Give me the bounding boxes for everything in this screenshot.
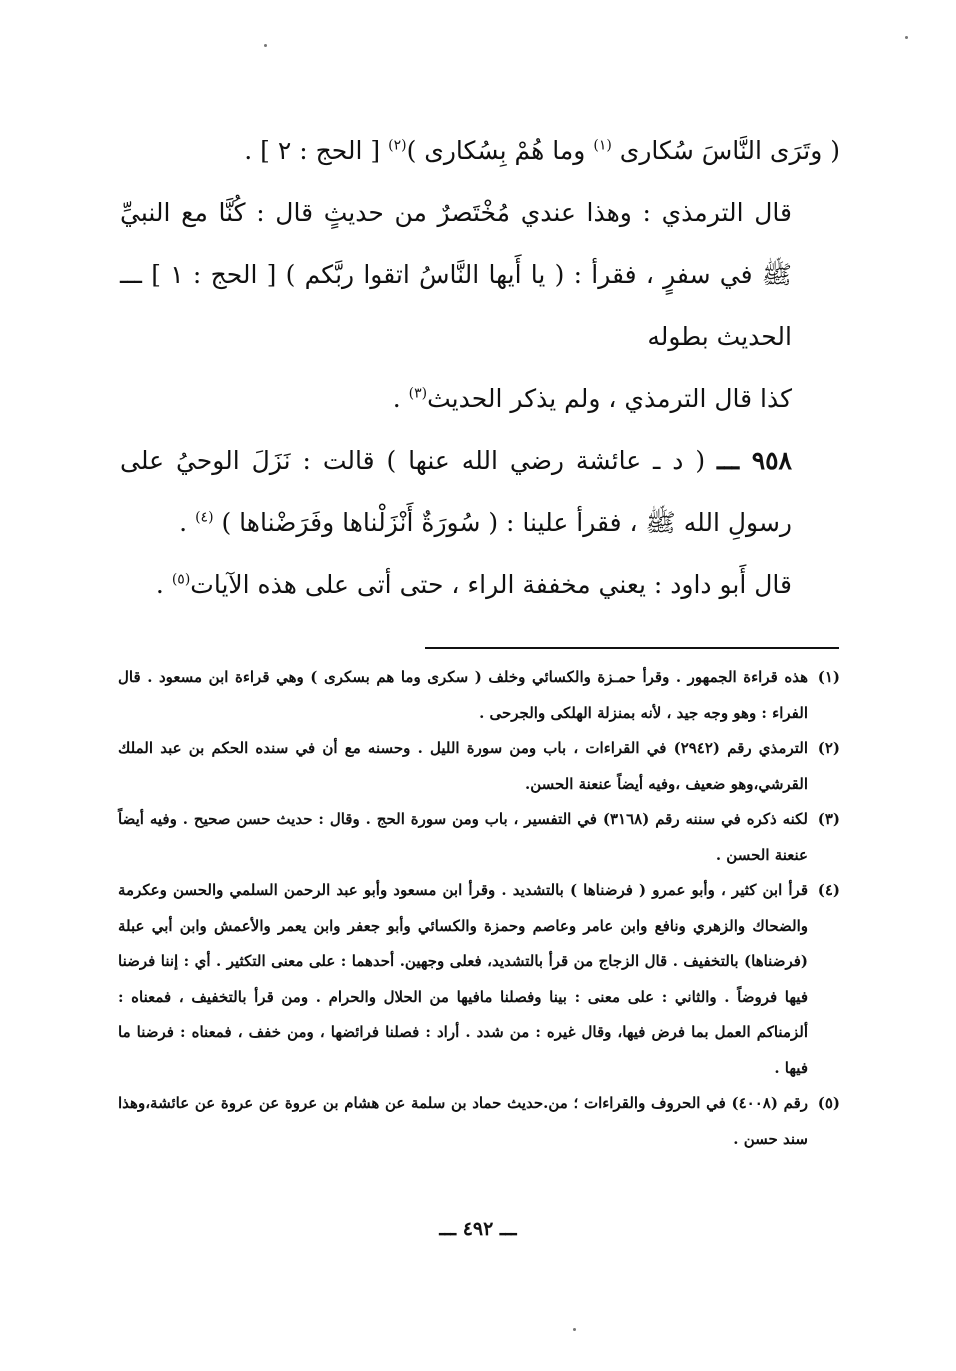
scan-speck bbox=[573, 1328, 576, 1331]
tirmidhi-paragraph bbox=[120, 182, 840, 368]
footnote-text: رقم (٤٠٠٨) في الحروف والقراءات ؛ من.حديث حماد بن سلمة عن هشام بن عروة عن عروة عن عائشة،وهذا سند حسن . bbox=[118, 1094, 809, 1148]
footnote-number: (٥) bbox=[817, 1094, 840, 1112]
footnote-item bbox=[118, 1086, 840, 1157]
hadith-paragraph bbox=[120, 430, 840, 554]
footnotes bbox=[118, 660, 840, 1157]
period: . bbox=[155, 570, 172, 599]
footnote-number: (٤) bbox=[817, 881, 840, 899]
scan-speck bbox=[264, 44, 267, 47]
page-number: ـــ ٤٩٢ ـــ bbox=[439, 1218, 517, 1240]
verse-part-2: وما هُمْ بِسُكارى ) bbox=[406, 136, 586, 165]
tirmidhi-note-text: كذا قال الترمذي ، ولم يذكر الحديث bbox=[427, 384, 792, 413]
verse-part-1: ( وتَرَى النَّاسَ سُكارى bbox=[611, 136, 840, 165]
footnote-item bbox=[118, 873, 840, 1086]
footnote-number: (٣) bbox=[817, 810, 840, 828]
hadith-text: قالت : نَزَلَ الوحيُ على رسولِ الله ﷺ ، فقرأ علينا : ( سُورَةٌ أَنْزَلْناها وفَرَضْناها ) bbox=[120, 446, 792, 537]
footnote-ref-2: (٢) bbox=[388, 137, 407, 154]
verse-citation: [ الحج : ٢ ] . bbox=[244, 136, 389, 165]
footnote-ref-4: (٤) bbox=[195, 509, 214, 526]
period: . bbox=[392, 384, 409, 413]
hadith-source: ( د ـ عائشة رضي الله عنها ) bbox=[386, 446, 706, 475]
footnote-item bbox=[118, 802, 840, 873]
footnote-number: (٢) bbox=[817, 739, 840, 757]
hadith-number: ٩٥٨ ـــ bbox=[717, 446, 792, 475]
footnote-text: لكنه ذكره في سننه رقم (٣١٦٨) في التفسير ، باب ومن سورة الحج . وقال : حديث حسن صحيح . وفيه أيضاً عنعنة الحسن . bbox=[118, 810, 808, 864]
tirmidhi-note-paragraph bbox=[120, 368, 840, 430]
footnote-text: هذه قراءة الجمهور . وقرأ حمـزة والكسائي وخلف ( سكرى وما هم بسكرى ) وهي قراءة ابن مسعود . قال الفراء : وهو وجه جيد ، لأنه بمنزلة الهلكى والجرحى . bbox=[118, 668, 808, 722]
footnote-ref-1: (١) bbox=[593, 137, 612, 154]
period: . bbox=[179, 508, 196, 537]
quran-verse-line bbox=[120, 120, 840, 182]
tirmidhi-text: قال الترمذي : وهذا عندي مُخْتَصرٌ من حديثٍ قال : كُنَّا مع النبيِّ ﷺ في سفرٍ ، فقرأ : ( يا أَيها النَّاسُ اتقوا ربَّكم ) [ الحج : ١ ] ـــ الحديث بطوله bbox=[120, 198, 793, 351]
footnote-text: قرأ ابن كثير ، وأبو عمرو ( فرضناها ) بالتشديد . وقرأ ابن مسعود وأبو عبد الرحمن السلمي والحسن وعكرمة والضحاك والزهري ونافع وابن عامر وعاصم وحمزة والكسائي وأبو جعفر وابن يعمر والأعمش وابن أبي عبلة (فرضناها) بالتخفيف . قال الزجاج من قرأ بالتشديد، فعلى وجهين. أحدهما : على معنى التكثير . أي : إننا فرضنا فيها فروضاً . والثاني : على معنى : بينا وفصلنا مافيها من الحلال والحرام . ومن قرأ بالتخفيف ، فمعناه : ألزمناكم العمل بما فرض فيها، وقال غيره : من شدد . أراد : فصلنا فرائضها ، ومن خفف ، فمعناه : فرضنا ما فيها . bbox=[118, 881, 808, 1077]
abu-dawud-text: قال أَبو داود : يعني مخففة الراء ، حتى أتى على هذه الآيات bbox=[190, 570, 792, 599]
scan-speck bbox=[905, 36, 908, 39]
footnote-number: (١) bbox=[817, 668, 840, 686]
footnote-item bbox=[118, 731, 840, 802]
footnote-ref-5: (٥) bbox=[171, 571, 191, 588]
abu-dawud-paragraph bbox=[120, 554, 840, 616]
main-text bbox=[120, 128, 840, 616]
footnote-divider bbox=[425, 647, 839, 649]
footnote-ref-3: (٣) bbox=[408, 385, 428, 402]
footnote-item bbox=[118, 660, 840, 731]
footnote-text: الترمذي رقم (٢٩٤٢) في القراءات ، باب ومن سورة الليل . وحسنه مع أن في سنده الحكم بن عبد الملك القرشي،وهو ضعيف ،وفيه أيضاً عنعنة الحسن. bbox=[118, 739, 808, 793]
